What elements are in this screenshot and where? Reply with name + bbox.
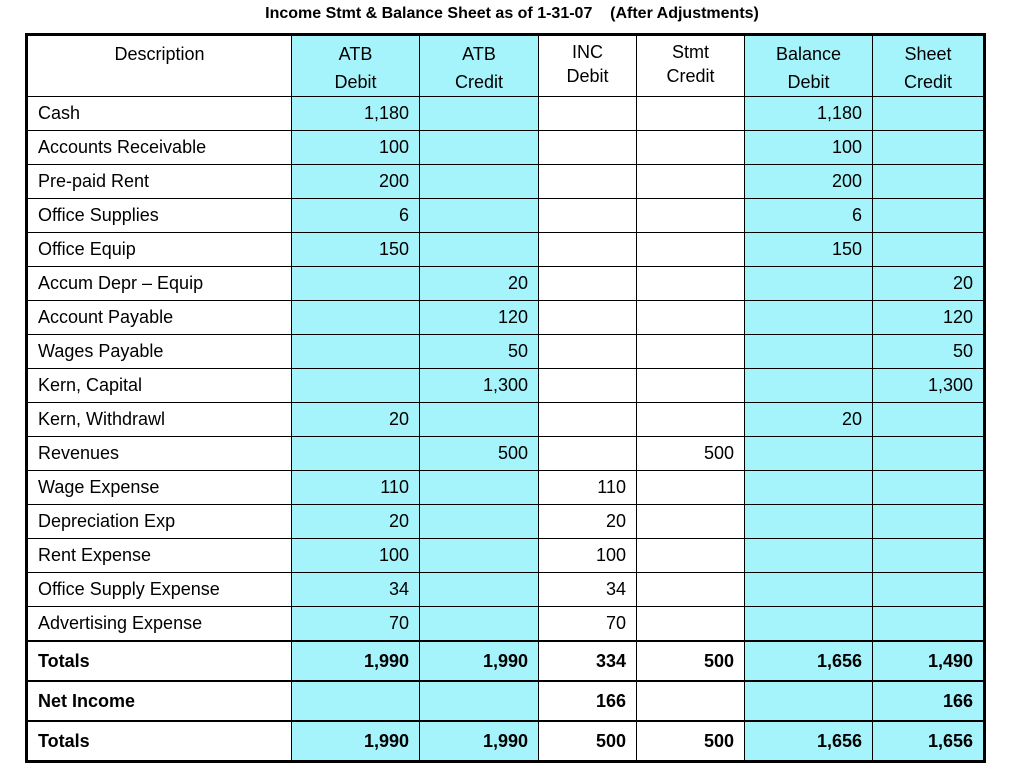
cell-sheet-credit [873, 539, 985, 573]
cell-sheet-credit [873, 607, 985, 642]
cell-stmt-credit [637, 505, 745, 539]
cell-atb-debit: 34 [292, 573, 420, 607]
cell-atb-credit [420, 233, 539, 267]
header-atb-debit [292, 35, 420, 97]
cell-atb-debit: 100 [292, 131, 420, 165]
cell-balance-debit: 20 [745, 403, 873, 437]
cell-inc-debit [539, 199, 637, 233]
cell-atb-credit [420, 505, 539, 539]
cell-atb-debit: 1,990 [292, 721, 420, 762]
cell-atb-credit [420, 681, 539, 721]
cell-sheet-credit: 50 [873, 335, 985, 369]
cell-atb-credit [420, 607, 539, 642]
cell-sheet-credit: 120 [873, 301, 985, 335]
worksheet-body [27, 97, 985, 762]
header-balance-debit-line2: Debit [787, 72, 830, 92]
cell-stmt-credit [637, 335, 745, 369]
cell-description: Accum Depr – Equip [27, 267, 292, 301]
cell-stmt-credit [637, 165, 745, 199]
cell-sheet-credit: 166 [873, 681, 985, 721]
cell-atb-debit: 1,990 [292, 641, 420, 681]
cell-description: Accounts Receivable [27, 131, 292, 165]
cell-balance-debit [745, 505, 873, 539]
cell-balance-debit: 1,180 [745, 97, 873, 131]
table-row [27, 505, 985, 539]
cell-balance-debit [745, 301, 873, 335]
cell-atb-credit: 1,990 [420, 641, 539, 681]
cell-atb-credit [420, 471, 539, 505]
cell-stmt-credit [637, 131, 745, 165]
cell-balance-debit: 100 [745, 131, 873, 165]
cell-description: Net Income [27, 681, 292, 721]
cell-atb-credit [420, 539, 539, 573]
cell-balance-debit [745, 539, 873, 573]
cell-atb-debit: 1,180 [292, 97, 420, 131]
cell-sheet-credit [873, 437, 985, 471]
cell-atb-debit [292, 437, 420, 471]
cell-stmt-credit [637, 681, 745, 721]
cell-description: Kern, Withdrawl [27, 403, 292, 437]
cell-atb-credit [420, 573, 539, 607]
cell-description: Totals [27, 641, 292, 681]
cell-atb-credit: 50 [420, 335, 539, 369]
table-row [27, 539, 985, 573]
cell-stmt-credit [637, 233, 745, 267]
cell-stmt-credit [637, 471, 745, 505]
cell-stmt-credit [637, 199, 745, 233]
cell-sheet-credit [873, 199, 985, 233]
header-atb-credit-line1: ATB [462, 44, 496, 64]
cell-inc-debit: 500 [539, 721, 637, 762]
table-row [27, 97, 985, 131]
cell-balance-debit [745, 267, 873, 301]
header-description [27, 35, 292, 97]
cell-atb-debit: 20 [292, 403, 420, 437]
header-atb-credit-line2: Credit [454, 72, 503, 92]
cell-description: Rent Expense [27, 539, 292, 573]
cell-atb-credit [420, 97, 539, 131]
cell-sheet-credit [873, 573, 985, 607]
page-title: Income Stmt & Balance Sheet as of 1-31-07 (After Adjustments) [265, 5, 759, 22]
cell-stmt-credit [637, 301, 745, 335]
cell-atb-debit: 200 [292, 165, 420, 199]
cell-inc-debit [539, 233, 637, 267]
table-row [27, 131, 985, 165]
cell-atb-debit [292, 369, 420, 403]
cell-description: Depreciation Exp [27, 505, 292, 539]
cell-inc-debit: 166 [539, 681, 637, 721]
cell-atb-credit: 20 [420, 267, 539, 301]
cell-inc-debit [539, 335, 637, 369]
header-inc-debit-line1: INC [572, 42, 603, 62]
cell-atb-debit [292, 335, 420, 369]
cell-balance-debit [745, 437, 873, 471]
cell-description: Pre-paid Rent [27, 165, 292, 199]
cell-description: Office Equip [27, 233, 292, 267]
cell-stmt-credit [637, 607, 745, 642]
cell-balance-debit: 150 [745, 233, 873, 267]
cell-inc-debit: 110 [539, 471, 637, 505]
cell-description: Office Supplies [27, 199, 292, 233]
header-stmt-credit [637, 35, 745, 97]
cell-description: Office Supply Expense [27, 573, 292, 607]
cell-atb-debit: 110 [292, 471, 420, 505]
table-row [27, 165, 985, 199]
cell-atb-debit [292, 267, 420, 301]
cell-description: Revenues [27, 437, 292, 471]
cell-sheet-credit: 20 [873, 267, 985, 301]
cell-balance-debit [745, 471, 873, 505]
table-row [27, 403, 985, 437]
cell-sheet-credit [873, 165, 985, 199]
header-inc-debit [539, 35, 637, 97]
cell-description: Account Payable [27, 301, 292, 335]
table-row [27, 335, 985, 369]
cell-inc-debit [539, 403, 637, 437]
cell-atb-credit [420, 131, 539, 165]
worksheet-table [25, 33, 986, 763]
totals-row [27, 641, 985, 681]
cell-atb-debit: 70 [292, 607, 420, 642]
table-row [27, 607, 985, 642]
cell-stmt-credit [637, 403, 745, 437]
net-income-row [27, 681, 985, 721]
final-totals-row [27, 721, 985, 762]
cell-stmt-credit [637, 539, 745, 573]
cell-sheet-credit: 1,490 [873, 641, 985, 681]
cell-stmt-credit: 500 [637, 437, 745, 471]
cell-atb-debit [292, 301, 420, 335]
header-sheet-credit-line2: Credit [903, 72, 952, 92]
cell-atb-debit: 6 [292, 199, 420, 233]
cell-inc-debit [539, 131, 637, 165]
header-description-label: Description [114, 44, 205, 64]
header-stmt-credit-line1: Stmt [671, 42, 709, 62]
cell-balance-debit [745, 573, 873, 607]
table-row [27, 573, 985, 607]
header-atb-debit-line2: Debit [334, 72, 377, 92]
cell-sheet-credit [873, 97, 985, 131]
cell-balance-debit [745, 607, 873, 642]
cell-balance-debit: 6 [745, 199, 873, 233]
header-row [27, 35, 985, 97]
cell-inc-debit: 70 [539, 607, 637, 642]
table-row [27, 267, 985, 301]
header-sheet-credit [873, 35, 985, 97]
cell-balance-debit: 1,656 [745, 721, 873, 762]
cell-atb-credit: 120 [420, 301, 539, 335]
cell-inc-debit: 100 [539, 539, 637, 573]
cell-sheet-credit: 1,300 [873, 369, 985, 403]
cell-description: Totals [27, 721, 292, 762]
table-row [27, 437, 985, 471]
cell-inc-debit: 34 [539, 573, 637, 607]
cell-balance-debit [745, 335, 873, 369]
cell-balance-debit: 1,656 [745, 641, 873, 681]
cell-sheet-credit [873, 471, 985, 505]
cell-atb-credit: 1,990 [420, 721, 539, 762]
table-row [27, 233, 985, 267]
cell-atb-credit [420, 403, 539, 437]
cell-atb-credit [420, 165, 539, 199]
cell-inc-debit [539, 301, 637, 335]
header-balance-debit [745, 35, 873, 97]
cell-sheet-credit [873, 505, 985, 539]
header-sheet-credit-line1: Sheet [904, 44, 952, 64]
cell-inc-debit [539, 97, 637, 131]
cell-sheet-credit [873, 233, 985, 267]
cell-stmt-credit: 500 [637, 641, 745, 681]
cell-atb-credit: 1,300 [420, 369, 539, 403]
header-inc-debit-line2: Debit [566, 66, 609, 86]
cell-atb-credit: 500 [420, 437, 539, 471]
cell-stmt-credit: 500 [637, 721, 745, 762]
cell-sheet-credit [873, 403, 985, 437]
cell-inc-debit: 20 [539, 505, 637, 539]
header-atb-credit [420, 35, 539, 97]
cell-stmt-credit [637, 267, 745, 301]
cell-inc-debit [539, 267, 637, 301]
cell-atb-credit [420, 199, 539, 233]
header-balance-debit-line1: Balance [775, 44, 842, 64]
cell-description: Wage Expense [27, 471, 292, 505]
cell-atb-debit: 100 [292, 539, 420, 573]
table-row [27, 369, 985, 403]
cell-inc-debit [539, 369, 637, 403]
cell-description: Advertising Expense [27, 607, 292, 642]
cell-stmt-credit [637, 369, 745, 403]
header-stmt-credit-line2: Credit [666, 66, 715, 86]
table-row [27, 301, 985, 335]
table-row [27, 471, 985, 505]
cell-atb-debit: 20 [292, 505, 420, 539]
cell-description: Kern, Capital [27, 369, 292, 403]
cell-balance-debit [745, 369, 873, 403]
cell-atb-debit: 150 [292, 233, 420, 267]
cell-balance-debit: 200 [745, 165, 873, 199]
cell-atb-debit [292, 681, 420, 721]
cell-stmt-credit [637, 573, 745, 607]
cell-description: Wages Payable [27, 335, 292, 369]
cell-description: Cash [27, 97, 292, 131]
cell-sheet-credit: 1,656 [873, 721, 985, 762]
table-row [27, 199, 985, 233]
cell-inc-debit [539, 437, 637, 471]
cell-stmt-credit [637, 97, 745, 131]
cell-inc-debit [539, 165, 637, 199]
header-atb-debit-line1: ATB [338, 44, 373, 64]
cell-sheet-credit [873, 131, 985, 165]
cell-balance-debit [745, 681, 873, 721]
cell-inc-debit: 334 [539, 641, 637, 681]
